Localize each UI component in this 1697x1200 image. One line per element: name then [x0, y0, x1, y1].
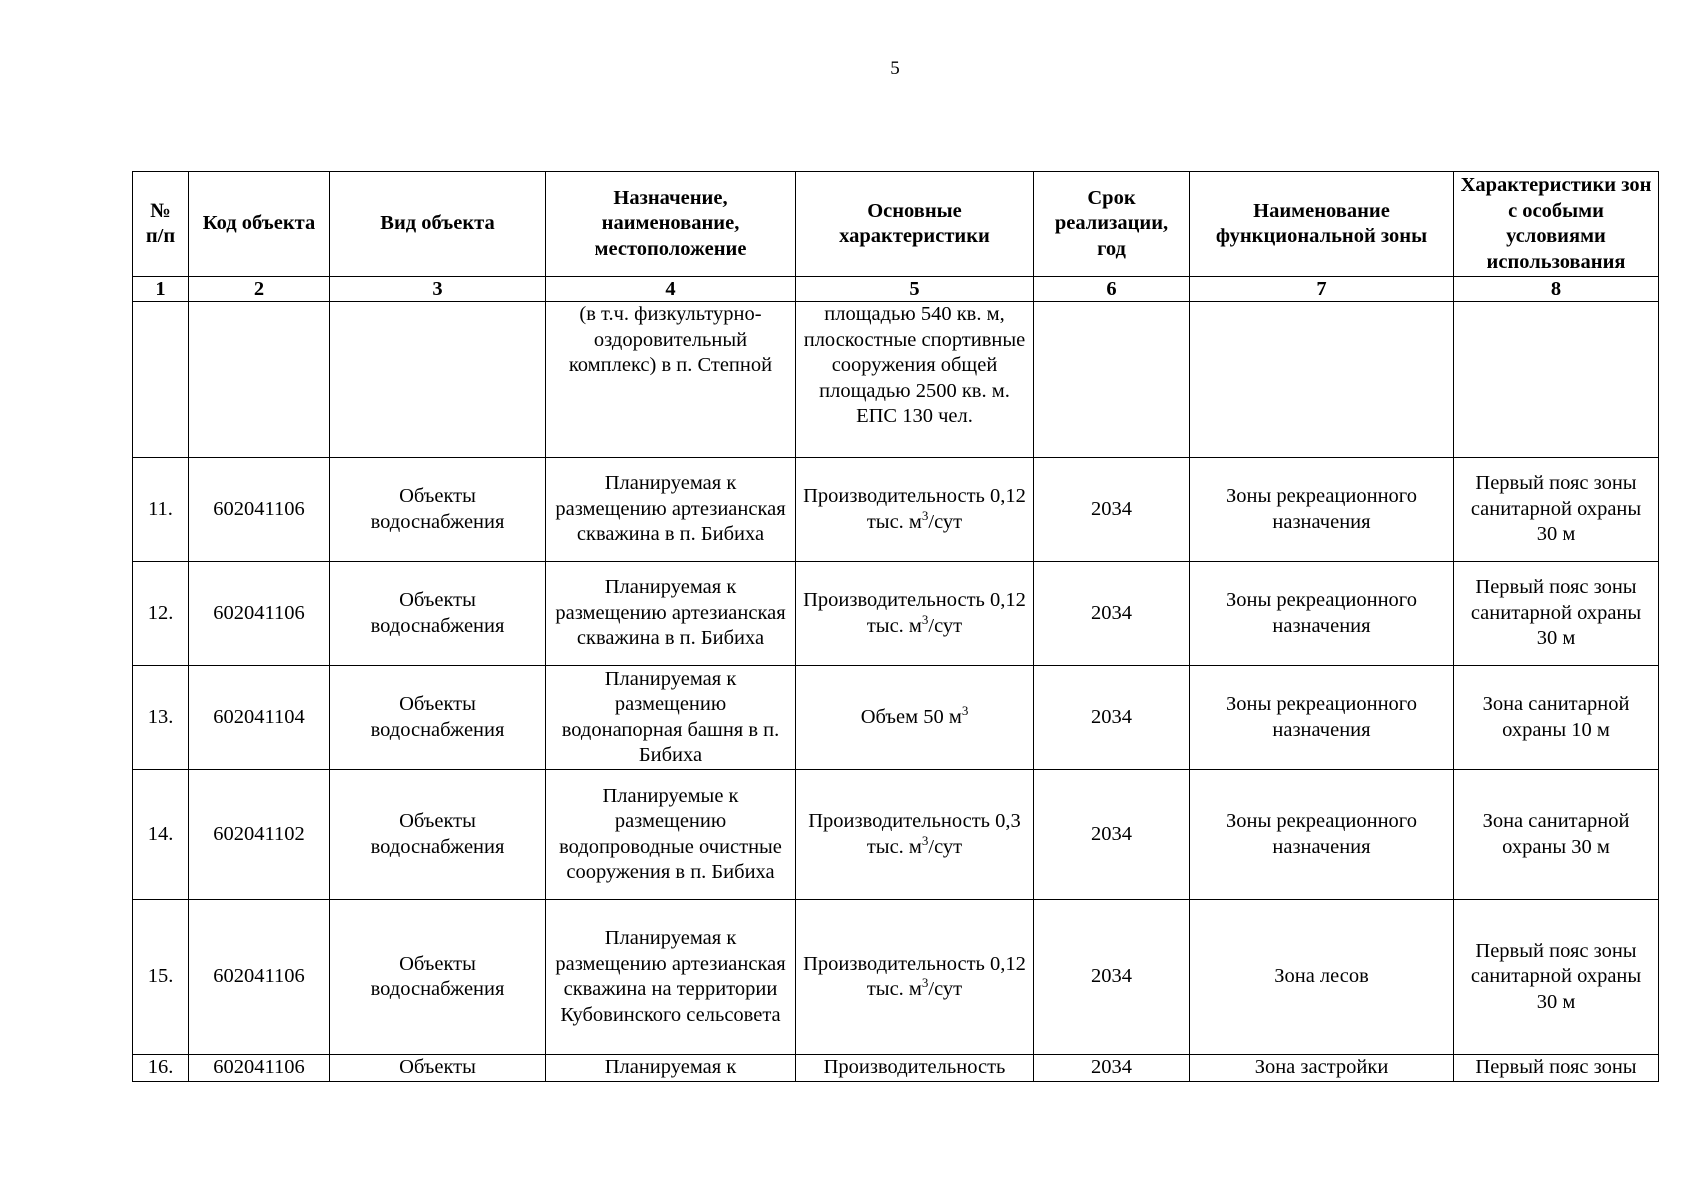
cell-zone: Зоны рекреационного назначения	[1190, 562, 1454, 666]
column-number: 8	[1454, 277, 1659, 302]
superscript: 3	[921, 832, 929, 848]
cell-empty	[1034, 302, 1190, 458]
column-number: 7	[1190, 277, 1454, 302]
cell-purpose: (в т.ч. физкультурно-оздоровительный комплекс) в п. Степной	[546, 302, 796, 458]
characteristics-text: Производительность 0,3 тыс. м	[808, 810, 1021, 858]
cell-characteristics: площадью 540 кв. м, плоскостные спортивные сооружения общей площадью 2500 кв. м. ЕПС 130 чел.	[796, 302, 1034, 458]
cell-code: 602041102	[189, 770, 330, 900]
page-number: 5	[890, 58, 900, 79]
characteristics-unit: /сут	[928, 614, 963, 637]
cell-code: 602041106	[189, 900, 330, 1055]
cell-empty	[330, 302, 546, 458]
cell-year: 2034	[1034, 900, 1190, 1055]
column-header-zone: Наименование функциональной зоны	[1190, 172, 1454, 277]
table-header-row	[133, 172, 1659, 277]
cell-number: 15.	[133, 900, 189, 1055]
cell-number: 13.	[133, 666, 189, 770]
cell-purpose: Планируемые к размещению водопроводные очистные сооружения в п. Бибиха	[546, 770, 796, 900]
table-row	[133, 900, 1659, 1055]
cell-code: 602041106	[189, 562, 330, 666]
cell-type: Объекты водоснабжения	[330, 900, 546, 1055]
superscript: 3	[961, 702, 969, 718]
cell-year: 2034	[1034, 562, 1190, 666]
cell-empty	[1190, 302, 1454, 458]
cell-type: Объекты водоснабжения	[330, 770, 546, 900]
column-header-code: Код объекта	[189, 172, 330, 277]
cell-year: 2034	[1034, 666, 1190, 770]
column-header-type: Вид объекта	[330, 172, 546, 277]
cell-empty	[1454, 302, 1659, 458]
superscript: 3	[921, 507, 929, 523]
cell-code: 602041104	[189, 666, 330, 770]
cell-number: 14.	[133, 770, 189, 900]
column-number-row	[133, 277, 1659, 302]
cell-special-zone: Первый пояс зоны санитарной охраны 30 м	[1454, 562, 1659, 666]
characteristics-unit: /сут	[928, 510, 963, 533]
cell-characteristics: Производительность	[796, 1055, 1034, 1082]
column-number: 1	[133, 277, 189, 302]
cell-special-zone: Зона санитарной охраны 10 м	[1454, 666, 1659, 770]
cell-characteristics	[796, 562, 1034, 666]
cell-characteristics	[796, 666, 1034, 770]
cell-number: 12.	[133, 562, 189, 666]
table-row-partial	[133, 1055, 1659, 1082]
cell-zone: Зона застройки	[1190, 1055, 1454, 1082]
characteristics-text: Производительность 0,12 тыс. м	[803, 589, 1026, 637]
cell-code: 602041106	[189, 458, 330, 562]
cell-type: Объекты водоснабжения	[330, 458, 546, 562]
cell-zone: Зоны рекреационного назначения	[1190, 458, 1454, 562]
cell-characteristics	[796, 900, 1034, 1055]
characteristics-unit: /сут	[928, 835, 963, 858]
cell-zone: Зоны рекреационного назначения	[1190, 666, 1454, 770]
cell-characteristics	[796, 770, 1034, 900]
cell-special-zone: Первый пояс зоны	[1454, 1055, 1659, 1082]
cell-code: 602041106	[189, 1055, 330, 1082]
cell-number: 11.	[133, 458, 189, 562]
cell-purpose: Планируемая к	[546, 1055, 796, 1082]
column-header-purpose: Назначение, наименование, местоположение	[546, 172, 796, 277]
cell-type: Объекты	[330, 1055, 546, 1082]
objects-table	[132, 171, 1659, 1082]
column-header-special-zones: Характеристики зон с особыми условиями использования	[1454, 172, 1659, 277]
column-number: 3	[330, 277, 546, 302]
characteristics-text: Объем 50 м	[860, 705, 962, 728]
cell-type: Объекты водоснабжения	[330, 666, 546, 770]
cell-special-zone: Зона санитарной охраны 30 м	[1454, 770, 1659, 900]
cell-purpose: Планируемая к размещению артезианская скважина в п. Бибиха	[546, 562, 796, 666]
cell-special-zone: Первый пояс зоны санитарной охраны 30 м	[1454, 900, 1659, 1055]
table-row	[133, 770, 1659, 900]
column-number: 4	[546, 277, 796, 302]
cell-characteristics	[796, 458, 1034, 562]
column-number: 2	[189, 277, 330, 302]
table-row-continuation	[133, 302, 1659, 458]
cell-zone: Зона лесов	[1190, 900, 1454, 1055]
cell-purpose: Планируемая к размещению водонапорная башня в п. Бибиха	[546, 666, 796, 770]
cell-year: 2034	[1034, 458, 1190, 562]
cell-purpose: Планируемая к размещению артезианская скважина на территории Кубовинского сельсовета	[546, 900, 796, 1055]
column-number: 6	[1034, 277, 1190, 302]
characteristics-unit: /сут	[928, 978, 963, 1000]
table-row	[133, 458, 1659, 562]
cell-zone: Зоны рекреационного назначения	[1190, 770, 1454, 900]
cell-purpose: Планируемая к размещению артезианская скважина в п. Бибиха	[546, 458, 796, 562]
superscript: 3	[921, 975, 929, 991]
column-header-year: Срок реализации, год	[1034, 172, 1190, 277]
column-number: 5	[796, 277, 1034, 302]
cell-number: 16.	[133, 1055, 189, 1082]
cell-empty	[133, 302, 189, 458]
table-row	[133, 562, 1659, 666]
superscript: 3	[921, 611, 929, 627]
cell-empty	[189, 302, 330, 458]
column-header-characteristics: Основные характеристики	[796, 172, 1034, 277]
cell-year: 2034	[1034, 770, 1190, 900]
cell-type: Объекты водоснабжения	[330, 562, 546, 666]
table-row	[133, 666, 1659, 770]
column-header-number: № п/п	[133, 172, 189, 277]
characteristics-text: Производительность 0,12 тыс. м	[803, 952, 1026, 1000]
characteristics-text: Производительность 0,12 тыс. м	[803, 485, 1026, 533]
cell-special-zone: Первый пояс зоны санитарной охраны 30 м	[1454, 458, 1659, 562]
cell-year: 2034	[1034, 1055, 1190, 1082]
